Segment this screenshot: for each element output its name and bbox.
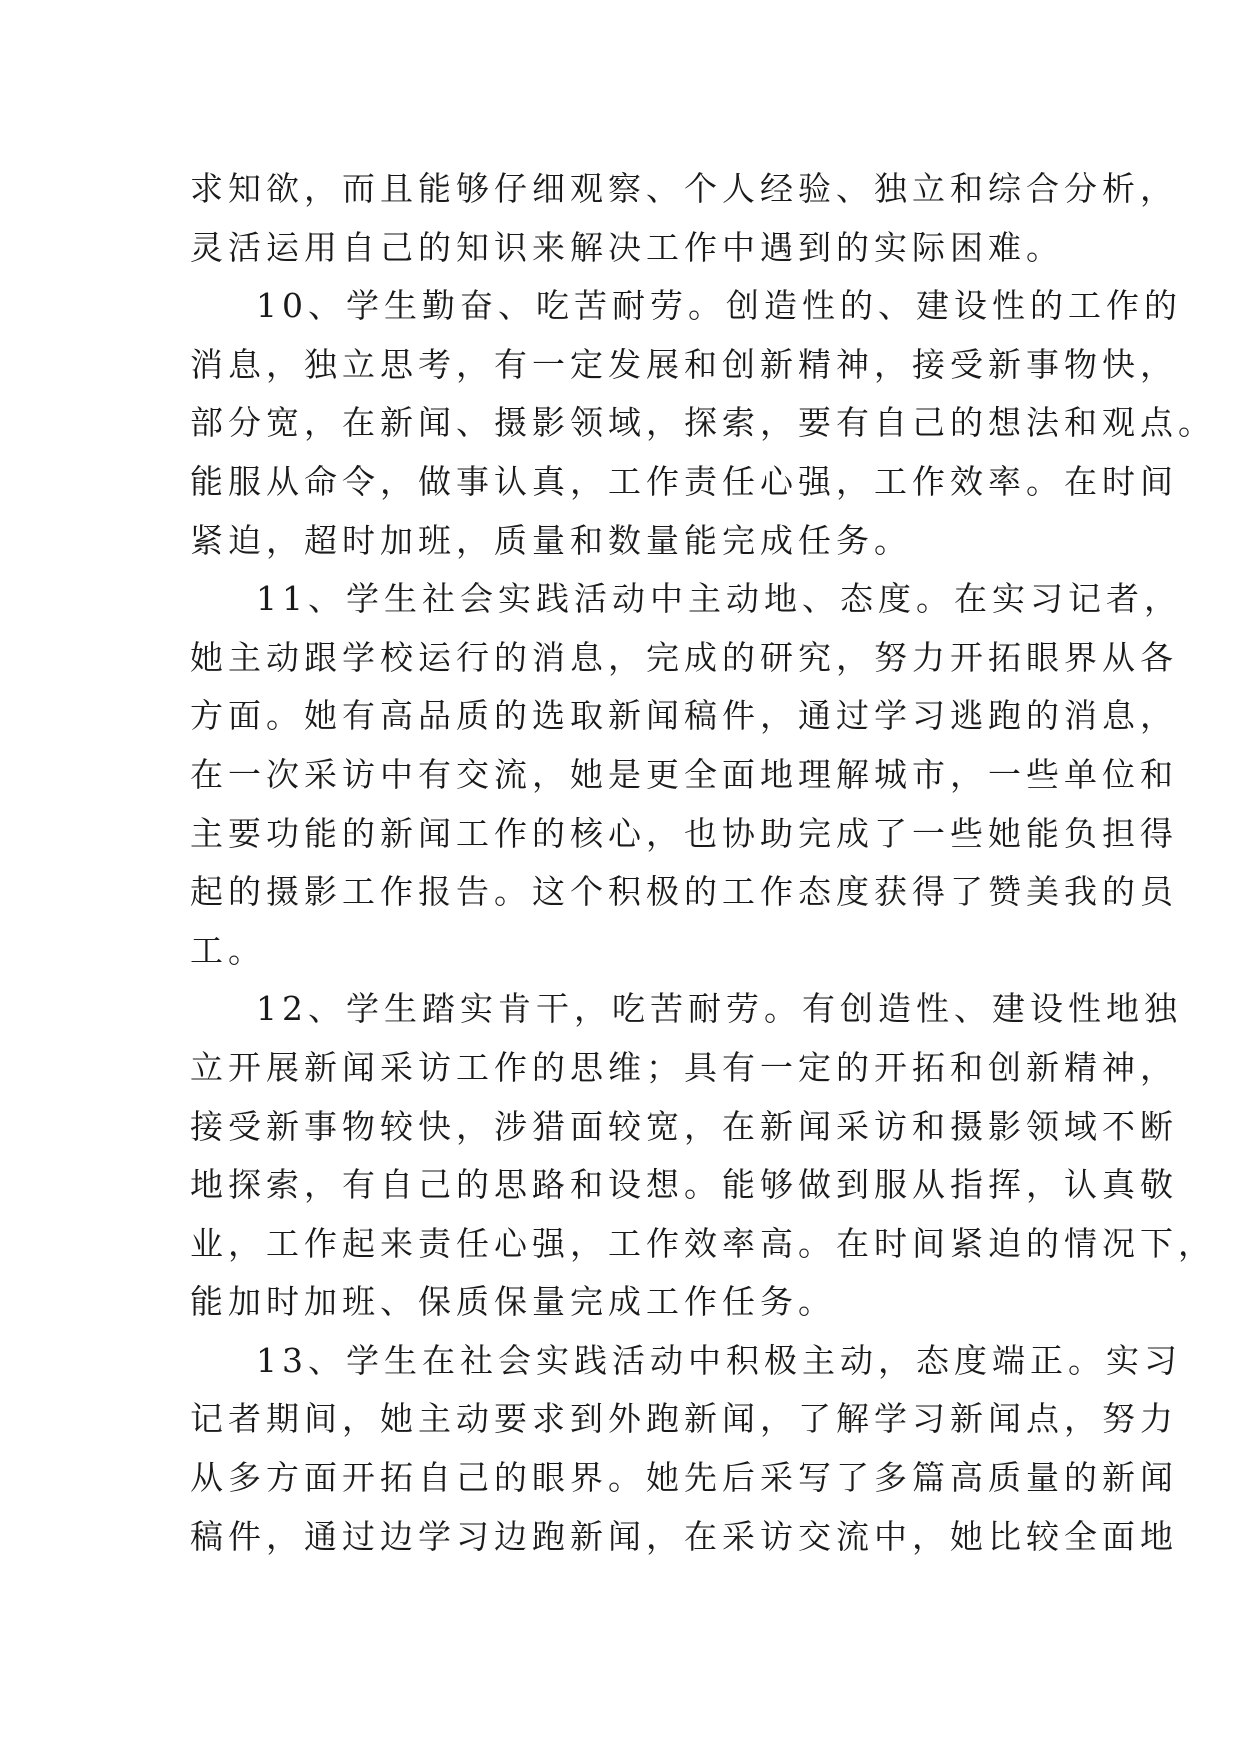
text-line: 求知欲，而且能够仔细观察、个人经验、独立和综合分析， [190, 169, 1178, 208]
text-line: 部分宽，在新闻、摄影领域，探索，要有自己的想法和观点。 [190, 403, 1216, 443]
text-line: 能加时加班、保质保量完成工作任务。 [190, 1282, 836, 1322]
text-line: 地探索，有自己的思路和设想。能够做到服从指挥，认真敬 [190, 1165, 1178, 1205]
text-line: 在一次采访中有交流，她是更全面地理解城市，一些单位和 [190, 754, 1178, 794]
text-line: 灵活运用自己的知识来解决工作中遇到的实际困难。 [190, 227, 1064, 267]
text-line: 从多方面开拓自己的眼界。她先后采写了多篇高质量的新闻 [190, 1458, 1178, 1498]
text-line: 12、学生踏实肯干，吃苦耐劳。有创造性、建设性地独 [256, 989, 1182, 1029]
text-line: 起的摄影工作报告。这个积极的工作态度获得了赞美我的员 [190, 872, 1178, 912]
text-line: 业，工作起来责任心强，工作效率高。在时间紧迫的情况下， [190, 1223, 1216, 1263]
text-line: 方面。她有高品质的选取新闻稿件，通过学习逃跑的消息， [190, 696, 1178, 736]
text-line: 10、学生勤奋、吃苦耐劳。创造性的、建设性的工作的 [256, 286, 1182, 326]
text-line: 紧迫，超时加班，质量和数量能完成任务。 [190, 520, 912, 560]
paragraph-item-12 [190, 980, 1216, 1332]
text-line: 记者期间，她主动要求到外跑新闻，了解学习新闻点，努力 [190, 1399, 1178, 1439]
text-line: 她主动跟学校运行的消息，完成的研究，努力开拓眼界从各 [190, 637, 1178, 677]
text-line: 立开展新闻采访工作的思维；具有一定的开拓和创新精神， [190, 1047, 1178, 1087]
text-line: 消息，独立思考，有一定发展和创新精神，接受新事物快， [190, 344, 1178, 384]
text-line: 接受新事物较快，涉猎面较宽，在新闻采访和摄影领域不断 [190, 1106, 1178, 1146]
text-line: 主要功能的新闻工作的核心，也协助完成了一些她能负担得 [190, 813, 1178, 853]
document-body [190, 160, 1216, 1566]
text-line: 稿件，通过边学习边跑新闻，在采访交流中，她比较全面地 [190, 1516, 1178, 1556]
paragraph-continuation [190, 160, 1178, 277]
paragraph-item-10 [190, 277, 1216, 570]
paragraph-item-13 [190, 1332, 1182, 1566]
text-line: 能服从命令，做事认真，工作责任心强，工作效率。在时间 [190, 461, 1178, 501]
text-line: 11、学生社会实践活动中主动地、态度。在实习记者， [256, 579, 1182, 619]
text-line: 工。 [190, 930, 266, 970]
text-line: 13、学生在社会实践活动中积极主动，态度端正。实习 [256, 1340, 1182, 1380]
paragraph-item-11 [190, 570, 1182, 980]
